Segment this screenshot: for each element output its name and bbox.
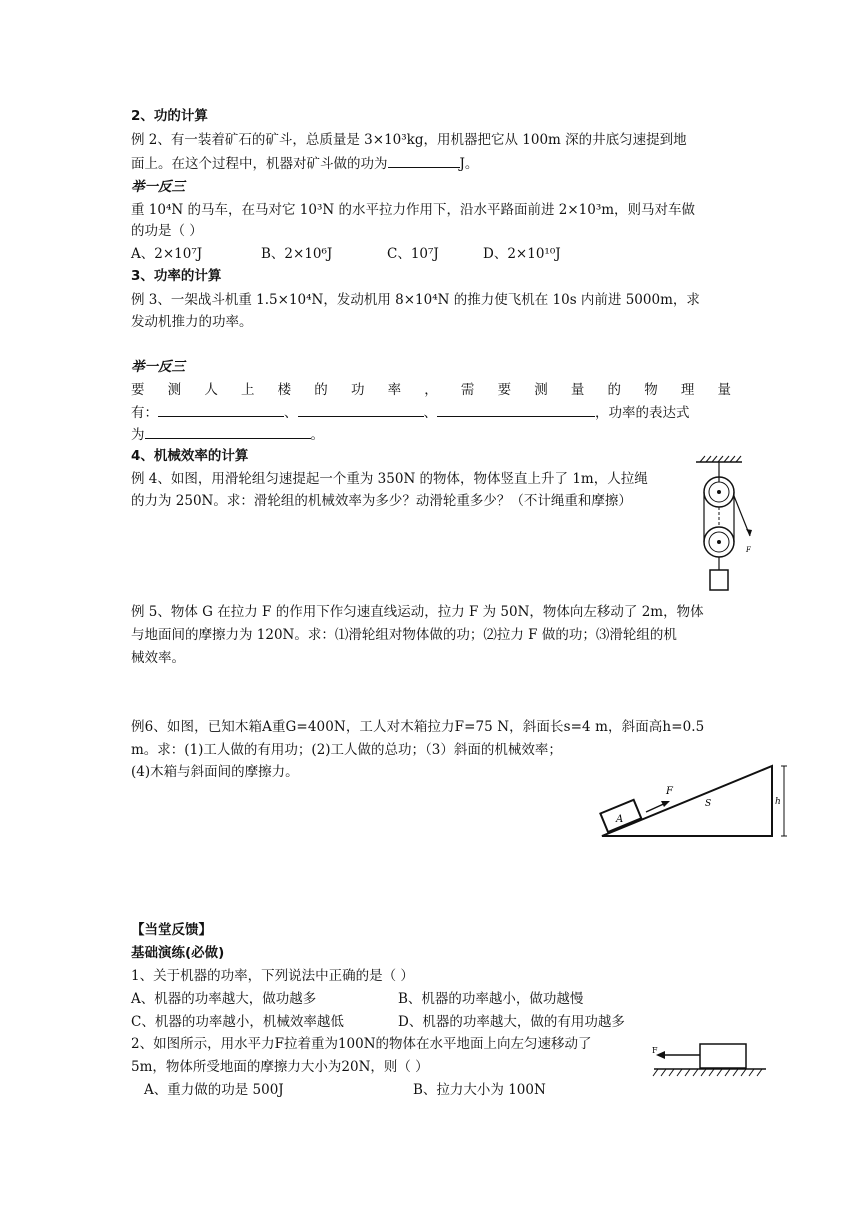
slope-length-label: S bbox=[705, 799, 712, 809]
q2-option-b: B、拉力大小为 100N bbox=[413, 1082, 546, 1098]
basic-practice-heading: 基础演练(必做) bbox=[131, 945, 225, 961]
floor-force-label: F bbox=[652, 1046, 658, 1055]
practice-question-3-line-1: 要 测 人 上 楼 的 功 率 ， 需 要 测 量 的 物 理 量 bbox=[131, 382, 731, 398]
example-4-line-1: 例 4、如图，用滑轮组匀速提起一个重为 350N 的物体，物体竖直上升了 1m，人拉绳 bbox=[131, 471, 648, 487]
example-5-line-1: 例 5、物体 G 在拉力 F 的作用下作匀速直线运动，拉力 F 为 50N，物体向左移动了 2m，物体 bbox=[131, 604, 704, 620]
practice-question-line-2: 的功是（ ） bbox=[131, 223, 203, 239]
practice-question-3-line-3: 为 。 bbox=[131, 424, 324, 445]
option-b: B、2×10⁶J bbox=[261, 246, 333, 262]
option-c: C、10⁷J bbox=[387, 246, 439, 262]
pulley-force-label: F bbox=[746, 546, 751, 554]
example-3-line-2: 发动机推力的功率。 bbox=[131, 314, 253, 330]
example-6-line-3: (4)木箱与斜面间的摩擦力。 bbox=[131, 764, 299, 780]
section-4-title: 4、机械效率的计算 bbox=[131, 448, 249, 464]
incline-figure bbox=[598, 762, 790, 842]
pulley-figure bbox=[692, 452, 754, 594]
practice-question-line-1: 重 10⁴N 的马车，在马对它 10³N 的水平拉力作用下，沿水平路面前进 2×10³m，则马对车做 bbox=[131, 202, 696, 218]
section-2-title: 2、功的计算 bbox=[131, 108, 208, 124]
example-6-line-1: 例6、如图，已知木箱A重G=400N，工人对木箱拉力F=75 N，斜面长s=4 m，斜面高h=0.5 bbox=[131, 719, 705, 735]
feedback-title: 【当堂反馈】 bbox=[131, 922, 212, 938]
practice-heading: 举一反三 bbox=[131, 179, 185, 195]
practice-question-3-line-2: 有： 、 、 ，功率的表达式 bbox=[131, 402, 690, 423]
feedback-question-1: 1、关于机器的功率，下列说法中正确的是（ ） bbox=[131, 968, 414, 984]
example-3-line-1: 例 3、一架战斗机重 1.5×10⁴N，发动机用 8×10⁴N 的推力使飞机在 10s 内前进 5000m，求 bbox=[131, 292, 700, 308]
feedback-question-2-line-1: 2、如图所示，用水平力F拉着重为100N的物体在水平地面上向左匀速移动了 bbox=[131, 1036, 592, 1052]
q1-option-d: D、机器的功率越大，做的有用功越多 bbox=[398, 1014, 625, 1030]
option-d: D、2×10¹⁰J bbox=[483, 246, 561, 262]
force-label: F bbox=[666, 786, 673, 797]
example-2-line-1: 例 2、有一装着矿石的矿斗，总质量是 3×10³kg，用机器把它从 100m 深的井底匀速提到地 bbox=[131, 132, 687, 148]
q1-option-b: B、机器的功率越小，做功越慢 bbox=[398, 991, 584, 1007]
option-a: A、2×10⁷J bbox=[131, 246, 203, 262]
example-4-line-2: 的力为 250N。求：滑轮组的机械效率为多少？动滑轮重多少？（不计绳重和摩擦） bbox=[131, 493, 632, 509]
q1-option-a: A、机器的功率越大，做功越多 bbox=[131, 991, 317, 1007]
practice-heading-2: 举一反三 bbox=[131, 359, 185, 375]
box-label: A bbox=[616, 814, 624, 825]
q1-option-c: C、机器的功率越小，机械效率越低 bbox=[131, 1014, 344, 1030]
example-6-line-2: m。求：(1)工人做的有用功；(2)工人做的总功；（3）斜面的机械效率； bbox=[131, 742, 562, 758]
example-5-line-2: 与地面间的摩擦力为 120N。求：⑴滑轮组对物体做的功；⑵拉力 F 做的功；⑶滑轮组的机 bbox=[131, 627, 677, 643]
example-2-line-2: 面上。在这个过程中，机器对矿斗做的功为 J。 bbox=[131, 153, 478, 174]
example-5-line-3: 械效率。 bbox=[131, 650, 185, 666]
feedback-question-2-line-2: 5m，物体所受地面的摩擦力大小为20N，则（ ） bbox=[131, 1059, 429, 1075]
section-3-title: 3、功率的计算 bbox=[131, 268, 222, 284]
q2-option-a: A、重力做的功是 500J bbox=[144, 1082, 284, 1098]
floor-block-figure bbox=[650, 1040, 770, 1082]
height-label: h bbox=[775, 797, 781, 807]
